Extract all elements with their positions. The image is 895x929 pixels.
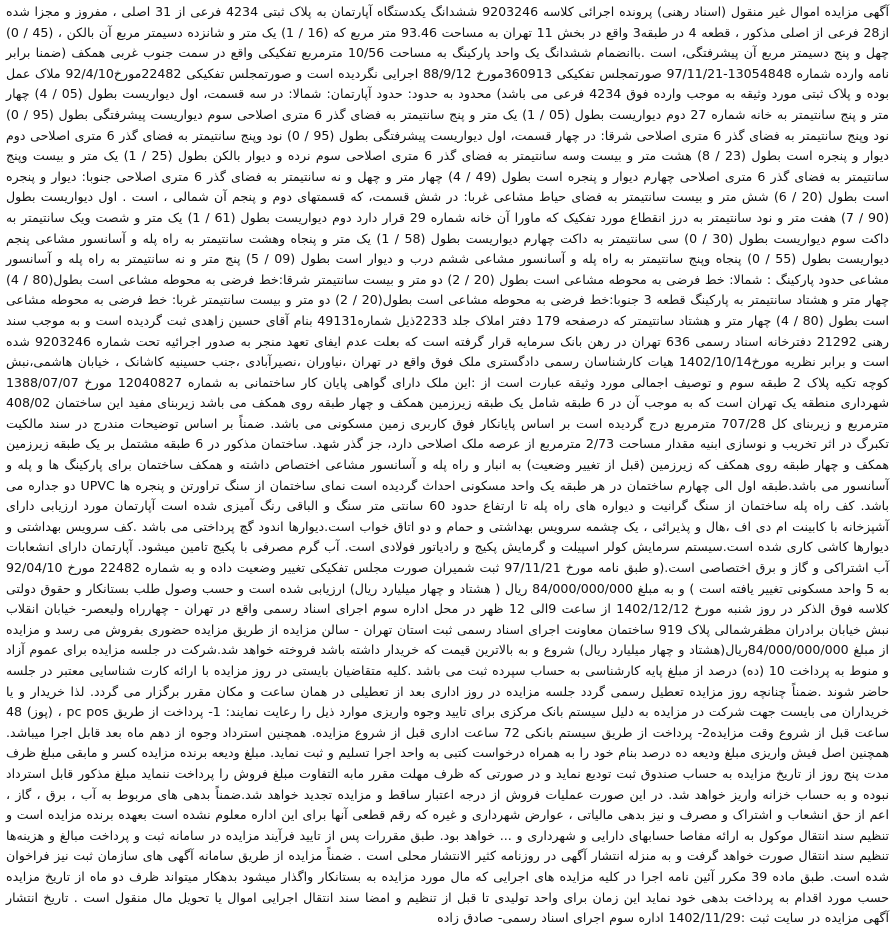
auction-notice-text: آگهی مزایده اموال غیر منقول (اسناد رهنی) پرونده اجرائی کلاسه 9203246 ششدانگ یکدستگاه آپارتمان به پلاک ثبتی 4234 فرعی از 31 اصلی ، مفروز و مجزا شده از28 فرعی از اصلی مذکور ، قطعه 4 در طبقه3 واقع در بخش 11 تهران به مساحت 93.46 متر مربع که (16 / 1) یک متر و شانزده دسیمتر مربع آن بالکن ، (45 / 0) چهل و پنج دسیمتر مربع آن پیشرفتگی، است .باانضمام ششدانگ یک واحد پارکینگ به مساحت 10/56 مترمربع تفکیکی واقع در سمت جنوب غربی همکف (ضمنا برابر نامه وارده شماره 13054848-97/11/21 صورتمجلس تفکیکی 360913مورخ 88/9/12 اجرایی نگردیده است و صورتمجلس تفکیکی 22482مورخ92/4/10 ملاک عمل بوده و پلاک ثبتی مورد وثیقه به موجب وارده فوق 4234 فرعی می باشد) محدود به حدود: حدود آپارتمان: شمالا: در سه قسمت، اول دیواریست بطول (05 / 4) چهار متر و پنج سانتیمتر به خانه شماره 27 دوم دیواریست بطول (05 / 1) یک متر و پنج سانتیمتر به فضای گذر 6 متری اصلاحی سوم دیواریست پیشرفتگی بطول (95 / 0) نود وپنج سانتیمتر به فضای گذر 6 متری اصلاحی شرقا: در چهار قسمت، اول دیواریست پیشرفتگی بطول (95 / 0) نود وپنج سانتیمتر به فضای گذر 6 متری اصلاحی دوم دیوار و پنجره است بطول (23 / 8) هشت متر و بیست وسه سانتیمتر به فضای گذر 6 متری اصلاحی سوم نرده و دیوار بالکن بطول (25 / 1) یک متر و بیست وپنج سانتیمتر به فضای گذر 6 متری اصلاحی چهارم دیوار و پنجره است بطول (49 / 4) چهار متر و چهل و نه سانتیمتر به فضای گذر 6 متری اصلاحی جنوبا: دیوار و پنجره است بطول (20 / 6) شش متر و بیست سانتیمتر به فضای حیاط مشاعی غربا: در شش قسمت، که قسمتهای دوم و پنجم آن شمالی ، است . اول دیواریست بطول (90 / 7) هفت متر و نود سانتیمتر به درز انقطاع مورد تفکیک که ماورا آن خانه شماره 29 قرار دارد دوم دیواریست بطول (61 / 1) یک متر و شصت ویک سانتیمتر به داکت سوم دیواریست بطول (30 / 0) سی سانتیمتر به داکت چهارم دیواریست بطول (58 / 1) یک متر و پنجاه وهشت سانتیمتر به راه پله و آسانسور مشاعی پنجم دیواریست بطول (55 / 0) پنجاه وپنج سانتیمتر به راه پله و آسانسور مشاعی ششم درب و دیوار است بطول (09 / 5) پنج متر و نه سانتیمتر به راه پله و آسانسور مشاعی حدود پارکینگ : شمالا: خط فرضی به محوطه مشاعی است بطول (20 / 2) دو متر و بیست سانتیمتر شرقا:خط فرضی به محوطه مشاعی است بطول(80 / 4) چهار متر و هشتاد سانتیمتر به پارکینگ قطعه 3 جنوبا:خط فرضی به محوطه مشاعی است بطول(20 / 2) دو متر و بیست سانتیمتر غربا: خط فرضی به محوطه مشاعی است بطول (80 / 4) چهار متر و هشتاد سانتیمتر که درصفحه 179 دفتر املاک جلد 2233ذیل شماره49131 بنام آقای حسین زاهدی ثبت گردیده است و به موجب سند رهنی 21292 دفترخانه اسناد رسمی 636 تهران در رهن بانک سرمایه قرار گرفته است که بعلت عدم ایفای تعهد منجر به صدور اجرائیه تحت شماره 9203246 شده است و برابر نظریه مورخ1402/10/14 هیات کارشناسان رسمی دادگستری ملک فوق واقع در تهران ،نیاوران ،نصیرآبادی ،جنب حسینیه کاشانک ، خیابان هاشمی،نبش کوچه تکیه پلاک 2 طبقه سوم و توصیف اجمالی مورد وثیقه عبارت است از :این ملک دارای گواهی پایان کار ساختمانی به شماره 12040827 مورخ 1388/07/07 شهرداری منطقه یک تهران است که به موجب آن در 6 طبقه شامل یک طبقه زیرزمین همکف و چهار طبقه روی همکف می باشد زیربنای مفید این ساختمان 408/02 مترمربع و زیربنای کل 707/28 مترمربع درج گردیده است بر اساس پایانکار فوق کاربری زمین مسکونی می باشد. ضمناً بر اساس توضیحات مندرج در سند مالکیت تکبرگ در اثر تخریب و نوسازی ابنیه مقدار مساحت 2/73 مترمربع از عرصه ملک اصلاحی دارد، جز گذر شهد. ساختمان مذکور در 6 طبقه مشتمل بر یک طبقه زیرزمین همکف و چهار طبقه روی همکف که زیرزمین (قبل از تغییر وضعیت) به انبار و راه پله و آسانسور مشاعی اختصاص داشته و همکف ساختمان برای پارکینگ ها و پله و آسانسور می باشد.طبقه اول الی چهارم ساختمان در هر طبقه یک واحد مسکونی احداث گردیده است نمای ساختمان از سنگ تراورتن و پنجره ها UPVC دو جداره می باشد. کف راه پله ساختمان از سنگ گرانیت و دیواره های راه پله تا ارتفاع حدود 60 سانتی متر سنگ و الباقی رنگ آمیزی شده است آپارتمان مورد ارزیابی دارای آشپزخانه با کابینت ام دی اف ،هال و پذیرائی ، یک چشمه سرویس بهداشتی و حمام و دو اتاق خواب است.دیوارها اندود گچ پرداختی می باشد .کف سرویس بهداشتی و دیوارها کاشی کاری شده است.سیستم سرمایش کولر اسپیلت و گرمایش پکیج و رادیاتور فولادی است. آب گرم مصرفی با پکیج تامین میشود. آپارتمان دارای انشعابات آب اشتراکی و گاز و برق اختصاصی است.(و طبق نامه مورخ 97/11/21 ثبت شمیران صورت مجلس تفکیکی تغییر وضعیت داده و به شماره 22482 مورخ 92/04/10 به 5 واحد مسکونی تغییر یافته است ) و به مبلغ 84/000/000/000 ریال ( هشتاد و چهار میلیارد ریال) ارزیابی شده است و حسب وصول طلب بستانکار و حقوق دولتی کلاسه فوق الذکر در روز شنبه مورخ 1402/12/12 از ساعت 9الی 12 ظهر در محل اداره سوم اجرای اسناد رسمی واقع در تهران - چهارراه ولیعصر- خیابان انقلاب نبش خیابان برادران مظفرشمالی پلاک 919 ساختمان معاونت اجرای اسناد رسمی ثبت استان تهران - سالن مزایده از طریق مزایده حضوری بفروش می رسد و مزایده از مبلغ 84/000/000/000ریال(هشتاد و چهار میلیارد ریال) شروع و به بالاترین قیمت که خریدار داشته باشد فروخته خواهد شد.شرکت در جلسه مزایده برای عموم آزاد و منوط به پرداخت 10 (ده) درصد از مبلغ پایه کارشناسی به حساب سپرده ثبت می باشد .کلیه متقاضیان بایستی در روز مزایده با ارائه کارت شناسایی معتبر در جلسه حاضر شوند .ضمناً چنانچه روز مزایده تعطیل رسمی گردد جلسه مزایده در روز اداری بعد از تعطیلی در همان ساعت و مکان مقرر برگزار می گردد. لذا خریدار و یا خریداران می بایست جهت شرکت در مزایده به دلیل سیستم بانک مرکزی برای تایید وجوه واریزی موارد ذیل را رعایت نمایند: 1- پرداخت از طریق pc pos ، (پوز) 48 ساعت قبل از شروع وقت مزایده2- پرداخت از طریق سیستم بانکی 72 ساعت اداری قبل از شروع مزایده. همچنین استرداد وجوه از دهم ماه بعد قابل اجرا میباشد. همچنین اصل فیش واریزی مبلغ ودیعه ده درصد بنام خود را به همراه درخواست کتبی به واحد اجرا تسلیم و ثبت نماید. مبلغ ودیعه برنده مزایده کسر و مابقی مبلغ ظرف مدت پنج روز از تاریخ مزایده به حساب صندوق ثبت تودیع نماید و در صورتی که ظرف مهلت مقرر مابه التفاوت مبلغ فروش را پرداخت ننماید مبلغ مذکور قابل استرداد نبوده و به حساب خزانه واریز خواهد شد. در این صورت عملیات فروش از درجه اعتبار ساقط و مزایده تجدید خواهد شد.ضمناً بدهی های مربوط به آب ، برق ، گاز ، اعم از حق انشعاب و اشتراک و مصرف و نیز بدهی مالیاتی ، عوارض شهرداری و غیره که رقم قطعی آنها برای این اداره معلوم نشده است بعهده برنده مزایده است و تنظیم سند انتقال موکول به ارائه مفاصا حسابهای دارایی و شهرداری و ... خواهد بود. طبق مقررات پس از تایید فرآیند مزایده در سامانه ثبت و پرداخت مبالغ و هزینه‌ها تنظیم سند انتقال صورت خواهد گرفت و به منزله انتشار آگهی در روزنامه کثیر الانتشار محلی است . ضمناً مزایده از طریق سامانه آگهی های سازمان ثبت نیز فراخوان شده است. طبق ماده 39 مکرر آئین نامه اجرا در کلیه مزایده های اجرایی که مال مورد مزایده به بستانکار واگذار میشود بدهکار میتواند ظرف دو ماه از تاریخ مزایده حسب مورد اقدام به پرداخت بدهی خود نماید این زمان برای واحد تولیدی تا قبل از تنظیم و امضا سند انتقال اجرایی اموال یا تحویل مال منقول است . تاریخ انتشار آگهی مزایده در سایت ثبت :1402/11/29 اداره سوم اجرای اسناد رسمی- صادق زاده [6,4,890,926]
